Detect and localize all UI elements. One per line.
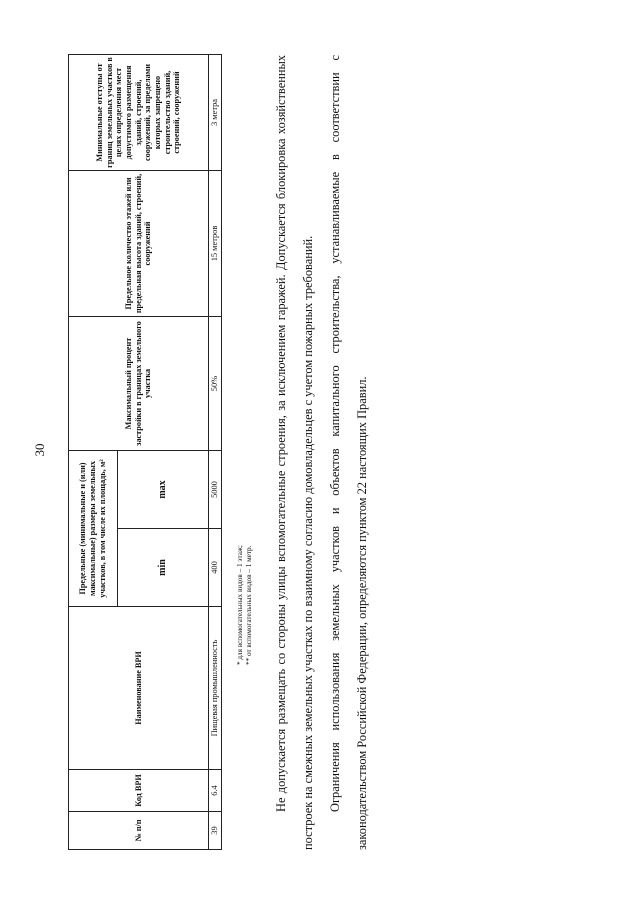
cell-num: 39 [209,812,222,850]
header-size-group: Предельные (минимальные и (или) максимальные) размеры земельных участков, в том числе их площадь, м² [69,451,118,607]
cell-floors: 15 метров [209,171,222,317]
cell-min: 400 [209,529,222,607]
cell-name: Пищевая промышленность [209,607,222,770]
table-row [209,55,222,850]
footnote: * для вспомогательных видов – 1 этаж; [236,545,244,665]
land-use-parameters-table [68,54,222,850]
header-floors: Предельное количество этажей или предельная высота зданий, строений, сооружений [69,171,209,317]
page-number: 30 [32,443,47,457]
header-percent: Максимальный процент застройки в границах земельного участка [69,317,209,451]
header-max: max [118,451,209,529]
paragraph: Не допускается размещать со стороны улицы вспомогательные строения, за исключением гаражей. Допускается блокировка хозяйственных построек на смежных земельных участках по взаимному согласию домовладельцев с учетом пожарных требований. [274,55,315,850]
header-name: Наименование ВРИ [69,607,209,770]
table-footnotes [236,545,255,665]
header-setback: Минимальные отступы от границ земельных участков в целях определения мест допустимого размещения зданий, строений, сооружений, за пределами которых запрещено строительство зданий, строений, сооружений [69,55,209,171]
table-header-row [69,55,118,850]
body-text [268,55,376,850]
header-code: Код ВРИ [69,770,209,812]
footnote: ** от вспомогательных видов – 1 метр. [245,545,254,665]
cell-max: 5000 [209,451,222,529]
cell-code: 6.4 [209,770,222,812]
header-min: min [118,529,209,607]
cell-setback: 3 метра [209,55,222,171]
paragraph: Ограничения использования земельных участков и объектов капитального строительства, устанавливаемые в соответствии с законодательством Российской Федерации, определяются пунктом 22 настоящих Правил. [327,55,369,850]
header-num: № п/п [69,812,209,850]
cell-percent: 50% [209,317,222,451]
